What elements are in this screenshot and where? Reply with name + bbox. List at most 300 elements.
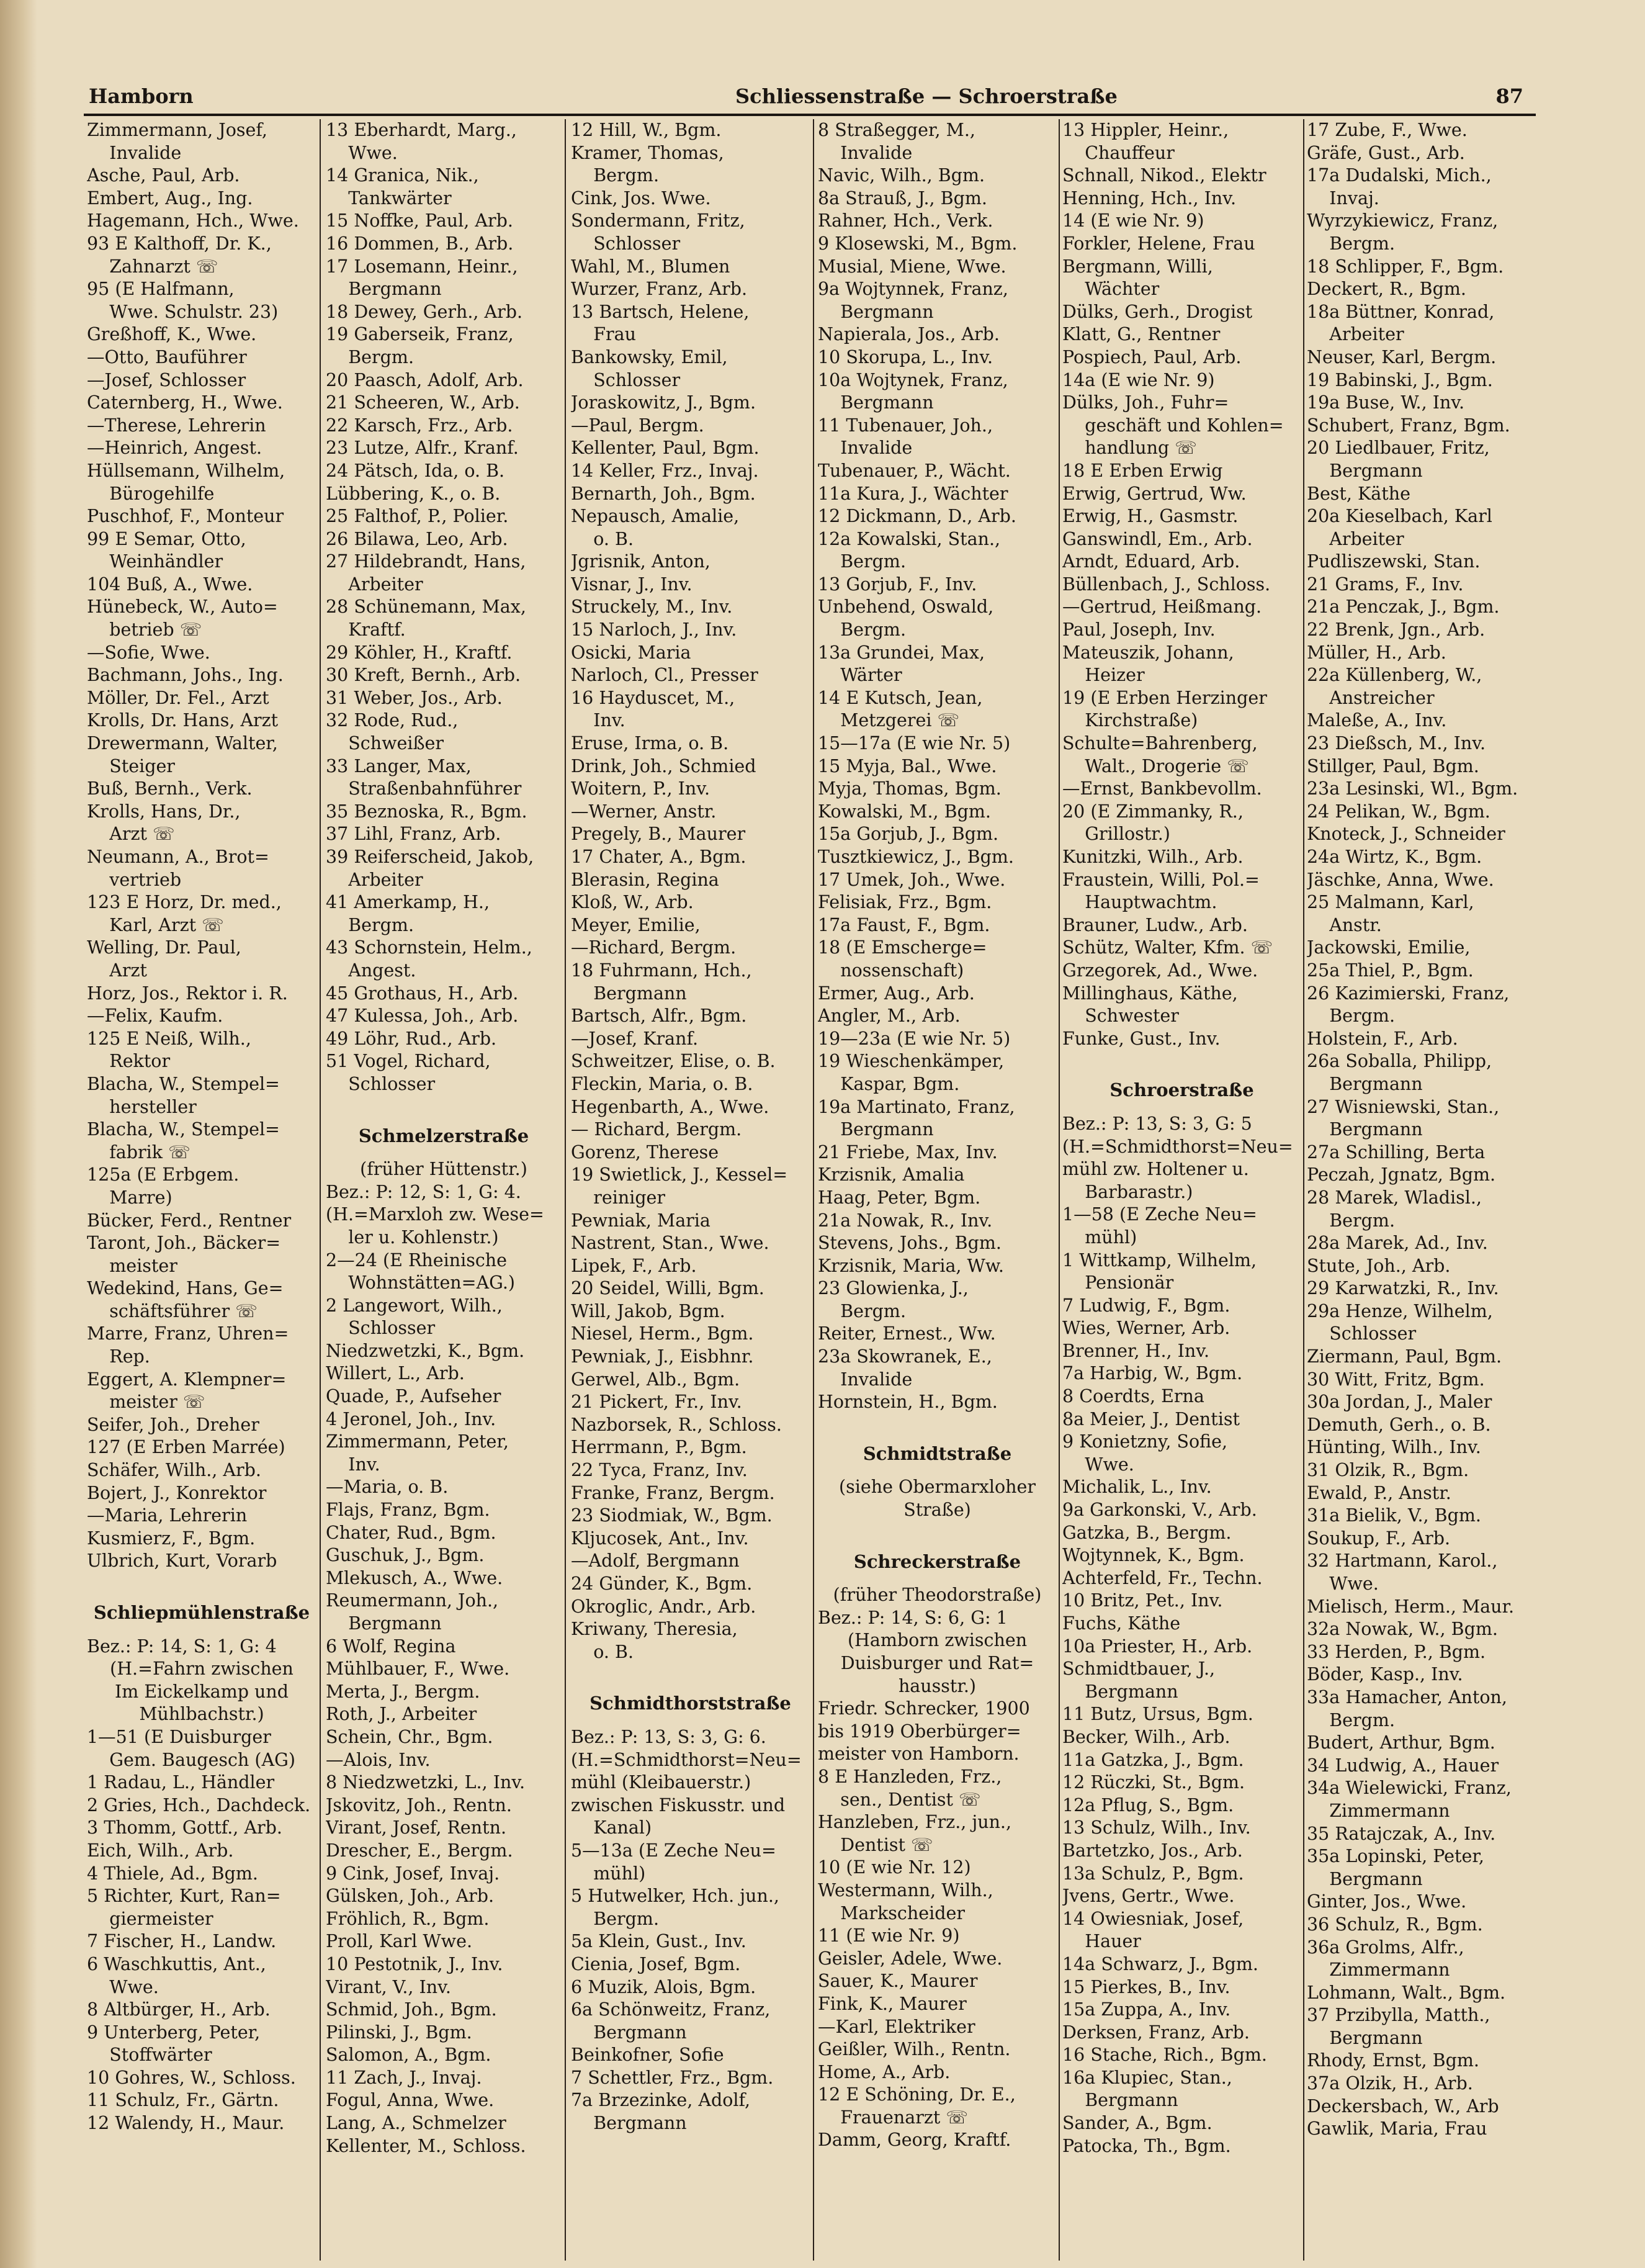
directory-entry: 6 Wolf, Regina [326, 1636, 456, 1657]
directory-entry: reiniger [571, 1187, 666, 1208]
directory-entry: 4 Thiele, Ad., Bgm. [87, 1863, 258, 1884]
directory-entry: 24 Pelikan, W., Bgm. [1307, 801, 1490, 822]
directory-entry: Niedzwetzki, K., Bgm. [326, 1340, 525, 1361]
directory-entry: Bergm. [571, 1908, 659, 1929]
directory-entry: 19 Swietlick, J., Kessel= [571, 1164, 788, 1186]
directory-entry: Schmidtbauer, J., [1062, 1658, 1216, 1680]
column-divider [1303, 119, 1304, 2261]
directory-entry: — Richard, Bergm. [571, 1119, 742, 1140]
directory-entry: Bergmann [326, 279, 442, 300]
directory-entry: 12a Kowalski, Stan., [818, 528, 1001, 549]
directory-entry: Taront, Joh., Bäcker= [87, 1233, 281, 1254]
directory-entry: Bankowsky, Emil, [571, 346, 728, 367]
directory-entry: Guschuk, J., Bgm. [326, 1545, 485, 1566]
directory-entry: Stevens, Johs., Bgm. [818, 1233, 1002, 1254]
column-divider [565, 119, 566, 2261]
directory-entry: Beinkofner, Sofie [571, 2045, 724, 2066]
directory-entry: Fleckin, Maria, o. B. [571, 1073, 753, 1094]
directory-entry: 21 Pickert, Fr., Inv. [571, 1392, 742, 1413]
directory-entry: —Paul, Bergm. [571, 415, 704, 436]
directory-entry: Kloß, W., Arb. [571, 892, 694, 913]
directory-entry: Müller, H., Arb. [1307, 642, 1446, 663]
directory-entry: Greßhoff, K., Wwe. [87, 324, 257, 345]
directory-entry: Gülsken, Joh., Arb. [326, 1886, 495, 1907]
directory-entry: 14a Schwarz, J., Bgm. [1062, 1953, 1258, 1974]
directory-entry: Sauer, K., Maurer [818, 1971, 978, 1992]
directory-entry: Jackowski, Emilie, [1307, 937, 1471, 958]
directory-entry: 10a Priester, H., Arb. [1062, 1636, 1253, 1657]
directory-entry: Barbarastr.) [1062, 1181, 1193, 1202]
directory-entry: Invaj. [1307, 187, 1379, 209]
directory-entry: Bez.: P: 14, S: 1, G: 4 [87, 1636, 277, 1657]
directory-entry: 14 (E wie Nr. 9) [1062, 210, 1204, 232]
directory-entry: Bergmann [1307, 1119, 1423, 1140]
directory-entry: 35 Beznoska, R., Bgm. [326, 801, 527, 822]
directory-entry: Metzgerei ☏ [818, 710, 960, 731]
directory-entry: Nazborsek, R., Schloss. [571, 1414, 782, 1435]
directory-entry: Krzisnik, Maria, Ww. [818, 1255, 1004, 1276]
directory-entry: vertrieb [87, 869, 182, 890]
directory-entry: Wies, Werner, Arb. [1062, 1318, 1230, 1339]
directory-entry: Home, A., Arb. [818, 2061, 951, 2082]
directory-entry: Bergm. [571, 165, 659, 186]
directory-entry: Stoffwärter [87, 2045, 212, 2066]
directory-entry: 21a Penczak, J., Bgm. [1307, 596, 1500, 618]
directory-entry: Bergmann [1307, 460, 1423, 481]
directory-entry: Friedr. Schrecker, 1900 [818, 1698, 1030, 1719]
directory-entry: Jgrisnik, Anton, [571, 551, 710, 572]
directory-entry: 6a Schönweitz, Franz, [571, 1999, 771, 2020]
directory-entry: Westermann, Wilh., [818, 1879, 993, 1901]
directory-entry: 22a Küllenberg, W., [1307, 665, 1482, 686]
directory-entry: Virant, V., Inv. [326, 1976, 451, 1997]
directory-entry: Kraftf. [326, 619, 406, 641]
directory-entry: Proll, Karl Wwe. [326, 1931, 473, 1952]
directory-entry: Hanzleben, Frz., jun., [818, 1812, 1012, 1833]
directory-entry: 11 Tubenauer, Joh., [818, 415, 993, 436]
directory-entry: 33 Herden, P., Bgm. [1307, 1641, 1486, 1662]
directory-entry: Steiger [87, 755, 175, 776]
directory-entry: Kellenter, Paul, Bgm. [571, 438, 760, 459]
directory-entry: 23 Dießsch, M., Inv. [1307, 733, 1486, 754]
directory-entry: Frauenarzt ☏ [818, 2107, 968, 2128]
directory-entry: 20 Paasch, Adolf, Arb. [326, 369, 524, 390]
directory-entry: Ganswindl, Em., Arb. [1062, 528, 1253, 549]
directory-entry: Stute, Joh., Arb. [1307, 1255, 1451, 1276]
directory-entry: 13 Schulz, Wilh., Inv. [1062, 1817, 1251, 1838]
directory-entry: 21 Scheeren, W., Arb. [326, 392, 520, 413]
directory-entry: 11a Kura, J., Wächter [818, 483, 1008, 504]
directory-entry: Millinghaus, Käthe, [1062, 983, 1238, 1004]
directory-entry: Haag, Peter, Bgm. [818, 1187, 981, 1208]
directory-entry: meister von Hamborn. [818, 1744, 1020, 1765]
column-3 [571, 119, 810, 2261]
directory-entry: Reiter, Ernest., Ww. [818, 1323, 996, 1344]
directory-entry: 27 Hildebrandt, Hans, [326, 551, 526, 572]
directory-entry: Pregely, B., Maurer [571, 824, 746, 845]
directory-entry: Unbehend, Oswald, [818, 596, 994, 618]
directory-entry: 18 Fuhrmann, Hch., [571, 960, 752, 981]
directory-entry: Schlosser [571, 233, 681, 254]
directory-entry: Holstein, F., Arb. [1307, 1028, 1458, 1049]
directory-entry: Kriwany, Theresia, [571, 1619, 738, 1640]
directory-entry: 37a Olzik, H., Arb. [1307, 2073, 1473, 2094]
directory-entry: 5 Richter, Kurt, Ran= [87, 1886, 281, 1907]
directory-entry: Bez.: P: 14, S: 6, G: 1 [818, 1607, 1008, 1628]
directory-entry: 17 Losemann, Heinr., [326, 256, 518, 277]
directory-entry: Deckersbach, W., Arb [1307, 2095, 1499, 2117]
directory-entry: Bergmann [1062, 1681, 1178, 1702]
directory-entry: 28 Marek, Wladisl., [1307, 1187, 1482, 1208]
directory-entry: 21 Friebe, Max, Inv. [818, 1141, 998, 1163]
directory-entry: Reumermann, Joh., [326, 1590, 499, 1611]
column-divider [813, 119, 814, 2261]
directory-entry: Bez.: P: 13, S: 3, G: 5 [1062, 1113, 1252, 1134]
directory-entry: Merta, J., Bergm. [326, 1681, 480, 1702]
directory-entry: 21 Grams, F., Inv. [1307, 574, 1464, 595]
street-note: hausstr.) [898, 1675, 977, 1696]
directory-entry: 12a Pflug, S., Bgm. [1062, 1794, 1234, 1816]
directory-entry: Schlosser [1307, 1323, 1417, 1344]
directory-entry: Frau [571, 324, 636, 345]
directory-entry: Dülks, Gerh., Drogist [1062, 301, 1253, 322]
directory-entry: 12 Hill, W., Bgm. [571, 120, 722, 140]
directory-entry: Myja, Thomas, Bgm. [818, 778, 1002, 799]
directory-entry: Soukup, F., Arb. [1307, 1528, 1451, 1549]
directory-entry: (H.=Schmidthorst=Neu= [571, 1749, 802, 1770]
directory-entry: 19 Wieschenkämper, [818, 1051, 1005, 1072]
directory-entry: Grzegorek, Ad., Wwe. [1062, 960, 1258, 981]
directory-entry: Bergm. [326, 346, 414, 367]
directory-entry: 23a Lesinski, Wl., Bgm. [1307, 778, 1518, 799]
directory-entry: 21a Nowak, R., Inv. [818, 1210, 993, 1231]
directory-entry: Woitern, P., Inv. [571, 778, 710, 799]
directory-entry: —Alois, Inv. [326, 1749, 431, 1770]
directory-entry: Hüllsemann, Wilhelm, [87, 460, 285, 481]
directory-entry: Kusmierz, F., Bgm. [87, 1528, 256, 1549]
directory-entry: Herrmann, P., Bgm. [571, 1437, 747, 1458]
directory-entry: Wächter [1062, 279, 1160, 300]
directory-entry: 12 Walendy, H., Maur. [87, 2113, 285, 2134]
directory-entry: mühl zw. Holtener u. [1062, 1159, 1249, 1180]
directory-entry: Kirchstraße) [1062, 710, 1198, 731]
directory-entry: Franke, Franz, Bergm. [571, 1482, 775, 1503]
directory-entry: 2—24 (E Rheinische [326, 1249, 508, 1271]
directory-entry: Angler, M., Arb. [818, 1006, 961, 1027]
directory-entry: 1—58 (E Zeche Neu= [1062, 1204, 1257, 1225]
directory-entry: Dentist ☏ [818, 1834, 933, 1855]
directory-entry: Wahl, M., Blumen [571, 256, 730, 277]
directory-entry: 99 E Semar, Otto, [87, 528, 246, 549]
directory-entry: Ermer, Aug., Arb. [818, 983, 975, 1004]
directory-entry: Mlekusch, A., Wwe. [326, 1567, 503, 1588]
directory-entry: 15a Zuppa, A., Inv. [1062, 1999, 1231, 2020]
directory-entry: Wwe. [87, 1976, 159, 1997]
directory-entry: 9a Garkonski, V., Arb. [1062, 1500, 1257, 1521]
directory-entry: Büllenbach, J., Schloss. [1062, 574, 1271, 595]
directory-entry: Mateuszik, Johann, [1062, 642, 1234, 663]
directory-entry: 16 Hayduscet, M., [571, 687, 735, 708]
directory-entry: (H.=Schmidthorst=Neu= [1062, 1136, 1293, 1157]
directory-entry: Lang, A., Schmelzer [326, 2113, 506, 2134]
directory-entry: Blacha, W., Stempel= [87, 1073, 280, 1094]
directory-entry: —Maria, o. B. [326, 1477, 449, 1498]
directory-entry: 14 Keller, Frz., Invaj. [571, 460, 759, 481]
directory-entry: 31 Weber, Jos., Arb. [326, 687, 503, 708]
directory-entry: Bergm. [326, 914, 414, 935]
directory-entry: Joraskowitz, J., Bgm. [571, 392, 756, 413]
directory-entry: Funke, Gust., Inv. [1062, 1028, 1221, 1049]
directory-entry: 25a Thiel, P., Bgm. [1307, 960, 1474, 981]
directory-entry: Tubenauer, P., Wächt. [818, 460, 1011, 481]
directory-entry: Arbeiter [1307, 324, 1404, 345]
directory-entry: Wedekind, Hans, Ge= [87, 1278, 284, 1299]
directory-entry: 9 Cink, Josef, Invaj. [326, 1863, 500, 1884]
directory-entry: 10 Skorupa, L., Inv. [818, 346, 993, 367]
directory-entry: bis 1919 Oberbürger= [818, 1721, 1021, 1742]
directory-entry: 12 Rüczki, St., Bgm. [1062, 1772, 1245, 1793]
directory-entry: geschäft und Kohlen= [1062, 415, 1284, 436]
directory-entry: Maleße, A., Inv. [1307, 710, 1447, 731]
directory-entry: Schnall, Nikod., Elektr [1062, 165, 1266, 186]
directory-entry: Bergmann [571, 983, 687, 1004]
directory-entry: Hauptwachtm. [1062, 892, 1217, 913]
directory-entry: Weinhändler [87, 551, 223, 572]
directory-entry: 8a Meier, J., Dentist [1062, 1408, 1240, 1429]
directory-entry: 36 Schulz, R., Bgm. [1307, 1914, 1483, 1935]
directory-entry: 20a Kieselbach, Karl [1307, 506, 1492, 527]
directory-entry: Schlosser [326, 1318, 436, 1339]
directory-entry: Demuth, Gerh., o. B. [1307, 1414, 1491, 1435]
directory-entry: 35 Ratajczak, A., Inv. [1307, 1823, 1496, 1844]
directory-entry: Bachmann, Johs., Ing. [87, 665, 284, 686]
directory-entry: Walt., Drogerie ☏ [1062, 755, 1249, 776]
directory-entry: Fink, K., Maurer [818, 1993, 967, 2014]
directory-entry: Erwig, Gertrud, Ww. [1062, 483, 1247, 504]
directory-entry: Schäfer, Wilh., Arb. [87, 1460, 261, 1481]
directory-entry: 13 Eberhardt, Marg., [326, 120, 517, 140]
directory-entry: mühl (Kleibauerstr.) [571, 1772, 751, 1793]
directory-entry: Arzt ☏ [87, 824, 175, 845]
street-heading: Schliepmühlenstraße [93, 1602, 310, 1623]
directory-entry: Gawlik, Maria, Frau [1307, 2118, 1487, 2140]
directory-entry: 16 Dommen, B., Arb. [326, 233, 514, 254]
directory-entry: 5 Hutwelker, Hch. jun., [571, 1886, 779, 1907]
directory-entry: 13 Bartsch, Helene, [571, 301, 750, 322]
directory-entry: Pensionär [1062, 1272, 1174, 1294]
directory-entry: 43 Schornstein, Helm., [326, 937, 532, 958]
directory-entry: Wwe. [1062, 1454, 1134, 1475]
directory-entry: Willert, L., Arb. [326, 1363, 465, 1384]
directory-entry: Bergmann [1307, 2027, 1423, 2048]
column-divider [1059, 119, 1060, 2261]
directory-entry: Ulbrich, Kurt, Vorarb [87, 1550, 277, 1572]
directory-entry: —Werner, Anstr. [571, 801, 717, 822]
directory-entry: 16 Stache, Rich., Bgm. [1062, 2045, 1267, 2066]
directory-entry: mühl) [1062, 1226, 1137, 1248]
directory-entry: Rhody, Ernst, Bgm. [1307, 2050, 1479, 2071]
directory-entry: Wwe. [1307, 1573, 1379, 1594]
directory-entry: 16a Klupiec, Stan., [1062, 2067, 1232, 2088]
directory-entry: —Maria, Lehrerin [87, 1505, 248, 1526]
directory-entry: hersteller [87, 1096, 197, 1117]
directory-entry: Schmid, Joh., Bgm. [326, 1999, 497, 2020]
directory-entry: Wojtynnek, K., Bgm. [1062, 1545, 1245, 1566]
page-gutter [0, 0, 37, 2268]
directory-entry: 12 E Schöning, Dr. E., [818, 2084, 1016, 2105]
street-note: (Hamborn zwischen [847, 1630, 1028, 1651]
directory-entry: 18 (E Emscherge= [818, 937, 987, 958]
street-note: Straße) [903, 1500, 971, 1521]
directory-entry: 20 Liedlbauer, Fritz, [1307, 438, 1490, 459]
directory-entry: Bergm. [1307, 233, 1395, 254]
directory-entry: Schütz, Walter, Kfm. ☏ [1062, 937, 1273, 958]
directory-entry: Salomon, A., Bgm. [326, 2045, 491, 2066]
directory-entry: 13 Hippler, Heinr., [1062, 120, 1229, 140]
column-divider [320, 119, 321, 2261]
directory-entry: Drink, Joh., Schmied [571, 755, 756, 776]
directory-entry: 10 Britz, Pet., Inv. [1062, 1590, 1223, 1611]
directory-entry: Bergmann [571, 2022, 687, 2043]
directory-entry: 12 Dickmann, D., Arb. [818, 506, 1016, 527]
directory-entry: 15 Narloch, J., Inv. [571, 619, 737, 641]
directory-entry: 41 Amerkamp, H., [326, 892, 490, 913]
directory-entry: Schlosser [326, 1073, 436, 1094]
directory-entry: Hünting, Wilh., Inv. [1307, 1437, 1481, 1458]
directory-entry: 2 Langewort, Wilh., [326, 1295, 503, 1316]
column-6 [1307, 119, 1536, 2261]
directory-entry: 2 Gries, Hch., Dachdeck. [87, 1794, 311, 1816]
directory-entry: Bergmann [818, 301, 934, 322]
directory-entry: 18a Büttner, Konrad, [1307, 301, 1495, 322]
directory-entry: Deckert, R., Bgm. [1307, 279, 1466, 300]
directory-entry: 30 Witt, Fritz, Bgm. [1307, 1369, 1485, 1390]
directory-entry: 10 Pestotnik, J., Inv. [326, 1953, 503, 1974]
directory-entry: —Karl, Elektriker [818, 2016, 975, 2037]
street-heading: Schmelzerstraße [358, 1125, 529, 1146]
directory-entry: Bez.: P: 13, S: 3, G: 6. [571, 1726, 766, 1747]
directory-entry: Bergm. [818, 551, 906, 572]
directory-entry: Paul, Joseph, Inv. [1062, 619, 1216, 641]
directory-entry: 18 Schlipper, F., Bgm. [1307, 256, 1504, 277]
directory-entry: 9 Klosewski, M., Bgm. [818, 233, 1018, 254]
directory-entry: Virant, Josef, Rentn. [326, 1817, 507, 1838]
directory-entry: 123 E Horz, Dr. med., [87, 892, 282, 913]
directory-entry: 13a Schulz, P., Bgm. [1062, 1863, 1244, 1884]
directory-entry: Klatt, G., Rentner [1062, 324, 1221, 345]
directory-entry: Arbeiter [326, 574, 423, 595]
directory-entry: Pospiech, Paul, Arb. [1062, 346, 1242, 367]
directory-entry: Becker, Wilh., Arb. [1062, 1726, 1230, 1747]
directory-entry: Welling, Dr. Paul, [87, 937, 241, 958]
directory-entry: Bergm. [818, 619, 906, 641]
directory-entry: Best, Käthe [1307, 483, 1410, 504]
directory-entry: —Richard, Bergm. [571, 937, 737, 958]
directory-entry: Schweißer [326, 733, 444, 754]
directory-entry: Schubert, Franz, Bgm. [1307, 415, 1510, 436]
header-street-range: Schliessenstraße — Schroerstraße [735, 84, 1118, 108]
street-heading: Schmidtstraße [863, 1442, 1012, 1464]
directory-entry: Mielisch, Herm., Maur. [1307, 1596, 1515, 1617]
directory-entry: Kramer, Thomas, [571, 142, 724, 163]
street-note: Mühlbachstr.) [139, 1704, 264, 1725]
directory-entry: Bergm. [1307, 1709, 1395, 1730]
directory-entry: 32 Hartmann, Karol., [1307, 1550, 1498, 1572]
directory-entry: Zimmermann [1307, 1960, 1450, 1981]
directory-entry: —Adolf, Bergmann [571, 1550, 740, 1572]
directory-entry: 37 Lihl, Franz, Arb. [326, 824, 501, 845]
directory-entry: Narloch, Cl., Presser [571, 665, 758, 686]
directory-entry: 4 Jeronel, Joh., Inv. [326, 1408, 496, 1429]
directory-entry: Pewniak, J., Eisbhnr. [571, 1346, 754, 1367]
directory-entry: Geisler, Adele, Wwe. [818, 1948, 1003, 1969]
directory-entry: Kellenter, M., Schloss. [326, 2135, 526, 2156]
directory-entry: 19 Babinski, J., Bgm. [1307, 369, 1493, 390]
street-note: Im Eickelkamp und [114, 1681, 289, 1702]
directory-entry: Buß, Bernh., Verk. [87, 778, 253, 799]
directory-entry: Ewald, P., Anstr. [1307, 1482, 1451, 1503]
directory-entry: 7 Schettler, Frz., Bgm. [571, 2067, 774, 2088]
directory-entry: Stillger, Paul, Bgm. [1307, 755, 1479, 776]
directory-entry: Invalide [818, 1369, 913, 1390]
directory-entry: 10a Wojtynek, Franz, [818, 369, 1008, 390]
directory-entry: Niesel, Herm., Bgm. [571, 1323, 754, 1344]
directory-entry: 32 Rode, Rud., [326, 710, 459, 731]
directory-entry: Napierala, Jos., Arb. [818, 324, 1000, 345]
directory-entry: —Therese, Lehrerin [87, 415, 266, 436]
directory-entry: handlung ☏ [1062, 438, 1197, 459]
directory-entry: Wurzer, Franz, Arb. [571, 279, 747, 300]
directory-entry: Schweitzer, Elise, o. B. [571, 1051, 776, 1072]
directory-entry: Peczah, Jgnatz, Bgm. [1307, 1164, 1496, 1186]
directory-entry: Chauffeur [1062, 142, 1175, 163]
directory-entry: 35a Lopinski, Peter, [1307, 1846, 1484, 1867]
directory-entry: Chater, Rud., Bgm. [326, 1522, 496, 1543]
directory-entry: Knoteck, J., Schneider [1307, 824, 1505, 845]
directory-entry: Tankwärter [326, 187, 452, 209]
directory-entry: Drewermann, Walter, [87, 733, 278, 754]
directory-entry: 27 Wisniewski, Stan., [1307, 1096, 1500, 1117]
directory-entry: Wyrzykiewicz, Franz, [1307, 210, 1499, 232]
directory-entry: 37 Przibylla, Matth., [1307, 2005, 1490, 2026]
directory-entry: 34 Ludwig, A., Hauer [1307, 1755, 1499, 1776]
directory-entry: —Gertrud, Heißmang. [1062, 596, 1262, 618]
directory-entry: Arbeiter [326, 869, 423, 890]
directory-entry: 29a Henze, Wilhelm, [1307, 1300, 1493, 1321]
directory-entry: 19—23a (E wie Nr. 5) [818, 1028, 1011, 1049]
directory-entry: 51 Vogel, Richard, [326, 1051, 491, 1072]
directory-entry: Arzt [87, 960, 147, 981]
directory-entry: 15—17a (E wie Nr. 5) [818, 733, 1011, 754]
directory-entry: —Sofie, Wwe. [87, 642, 210, 663]
directory-entry: Fraustein, Willi, Pol.= [1062, 869, 1260, 890]
directory-entry: Marre) [87, 1187, 173, 1208]
directory-entry: 31a Bielik, V., Bgm. [1307, 1505, 1481, 1526]
directory-entry: —Felix, Kaufm. [87, 1006, 223, 1027]
directory-entry: 49 Löhr, Rud., Arb. [326, 1028, 497, 1049]
directory-entry: 125a (E Erbgem. [87, 1164, 240, 1186]
directory-entry: 127 (E Erben Marrée) [87, 1437, 285, 1458]
directory-entry: Zimmermann [1307, 1800, 1450, 1821]
directory-entry: ler u. Kohlenstr.) [326, 1226, 499, 1248]
directory-entry: Erwig, H., Gasmstr. [1062, 506, 1239, 527]
directory-entry: Bergmann [1307, 1073, 1423, 1094]
directory-entry: Derksen, Franz, Arb. [1062, 2022, 1250, 2043]
directory-entry: 1 Radau, L., Händler [87, 1772, 275, 1793]
directory-entry: 17 Umek, Joh., Wwe. [818, 869, 1006, 890]
directory-entry: Hünebeck, W., Auto= [87, 596, 278, 618]
directory-entry: Flajs, Franz, Bgm. [326, 1500, 490, 1521]
